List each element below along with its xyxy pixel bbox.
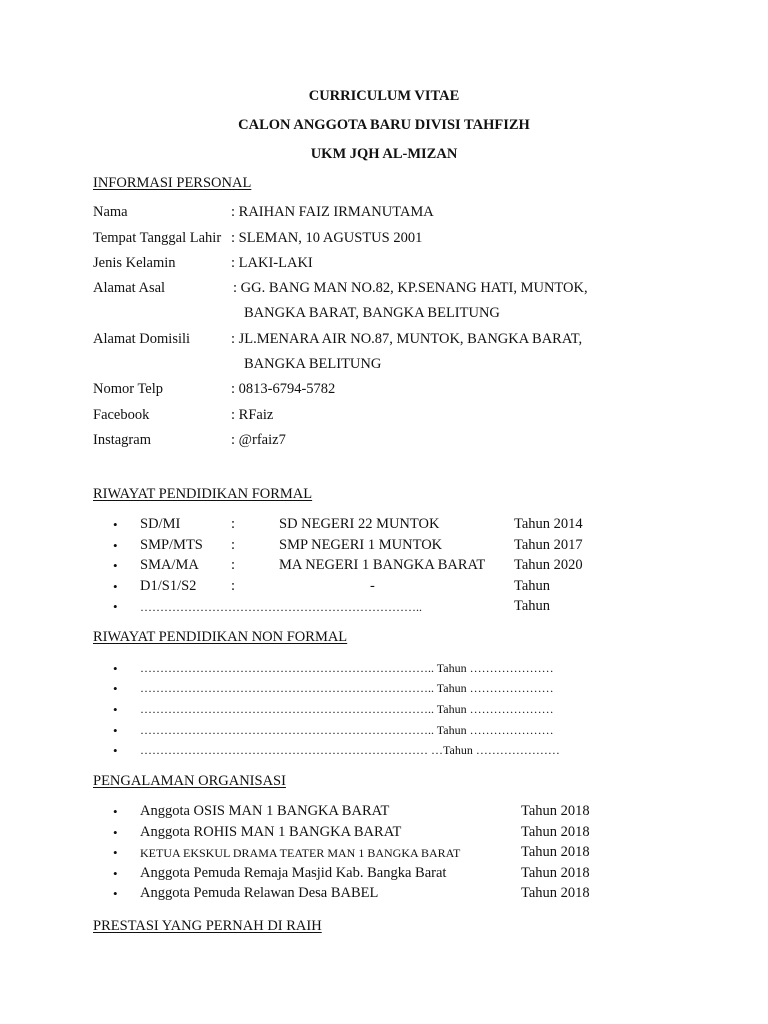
bullet-icon: • [113, 845, 118, 860]
value-alamat-asal-line2: BANGKA BARAT, BANGKA BELITUNG [244, 305, 500, 321]
bullet-icon: • [113, 579, 118, 594]
bullet-icon: • [113, 743, 118, 758]
formal-level: SD/MI [140, 516, 181, 532]
formal-school: - [370, 578, 375, 594]
nonformal-line: ……………………………………………………………….. Tahun ………………… [140, 702, 554, 716]
organization-year: Tahun 2018 [521, 803, 590, 819]
formal-level: D1/S1/S2 [140, 578, 197, 594]
formal-year: Tahun 2017 [514, 537, 583, 553]
section-heading-formal-education: RIWAYAT PENDIDIKAN FORMAL [93, 486, 313, 502]
formal-year: Tahun 2020 [514, 557, 583, 573]
organization-item: Anggota Pemuda Relawan Desa BABEL [140, 885, 379, 901]
formal-year: Tahun 2014 [514, 516, 583, 532]
bullet-icon: • [113, 681, 118, 696]
organization-item: KETUA EKSKUL DRAMA TEATER MAN 1 BANGKA BARAT [140, 846, 461, 860]
bullet-icon: • [113, 866, 118, 881]
formal-school: SD NEGERI 22 MUNTOK [279, 516, 440, 532]
formal-year: Tahun [514, 578, 551, 594]
label-alamat-asal: Alamat Asal [93, 280, 166, 296]
cv-organization-title: UKM JQH AL-MIZAN [310, 146, 458, 162]
formal-colon: : [231, 557, 236, 573]
section-heading-nonformal-education: RIWAYAT PENDIDIKAN NON FORMAL [93, 629, 348, 645]
formal-year: Tahun [514, 598, 551, 614]
formal-level: SMA/MA [140, 557, 199, 573]
value-instagram: : @rfaiz7 [231, 432, 286, 448]
label-alamat-domisili: Alamat Domisili [93, 331, 191, 347]
bullet-icon: • [113, 558, 118, 573]
bullet-icon: • [113, 825, 118, 840]
cv-title: CURRICULUM VITAE [308, 88, 460, 104]
bullet-icon: • [113, 723, 118, 738]
organization-year: Tahun 2018 [521, 824, 590, 840]
label-nomor-telp: Nomor Telp [93, 381, 164, 397]
value-facebook: : RFaiz [231, 407, 274, 423]
bullet-icon: • [113, 599, 118, 614]
section-heading-personal: INFORMASI PERSONAL [93, 175, 252, 191]
nonformal-line: ……………………………………………………………….. Tahun ………………… [140, 661, 554, 675]
value-nomor-telp: : 0813-6794-5782 [231, 381, 336, 397]
formal-colon: : [231, 516, 236, 532]
value-nama: : RAIHAN FAIZ IRMANUTAMA [231, 204, 434, 220]
label-instagram: Instagram [93, 432, 151, 448]
formal-school: MA NEGERI 1 BANGKA BARAT [279, 557, 486, 573]
formal-school: SMP NEGERI 1 MUNTOK [279, 537, 443, 553]
bullet-icon: • [113, 702, 118, 717]
organization-year: Tahun 2018 [521, 844, 590, 860]
bullet-icon: • [113, 886, 118, 901]
organization-year: Tahun 2018 [521, 865, 590, 881]
value-alamat-domisili-line2: BANGKA BELITUNG [244, 356, 382, 372]
organization-item: Anggota OSIS MAN 1 BANGKA BARAT [140, 803, 390, 819]
organization-year: Tahun 2018 [521, 885, 590, 901]
label-nama: Nama [93, 204, 128, 220]
cv-subtitle: CALON ANGGOTA BARU DIVISI TAHFIZH [238, 117, 530, 133]
bullet-icon: • [113, 538, 118, 553]
nonformal-line: ……………………………………………………………… …Tahun ………………… [140, 743, 560, 757]
formal-colon: : [231, 578, 236, 594]
formal-colon: : [231, 537, 236, 553]
bullet-icon: • [113, 517, 118, 532]
label-facebook: Facebook [93, 407, 150, 423]
section-heading-achievements: PRESTASI YANG PERNAH DI RAIH [93, 918, 322, 934]
value-jenis-kelamin: : LAKI-LAKI [231, 255, 313, 271]
bullet-icon: • [113, 661, 118, 676]
organization-item: Anggota ROHIS MAN 1 BANGKA BARAT [140, 824, 402, 840]
organization-item: Anggota Pemuda Remaja Masjid Kab. Bangka Barat [140, 865, 447, 881]
formal-dots: …………………………………………………………….. [140, 600, 422, 614]
nonformal-line: ……………………………………………………………….. Tahun ………………… [140, 723, 554, 737]
bullet-icon: • [113, 804, 118, 819]
value-alamat-asal: : GG. BANG MAN NO.82, KP.SENANG HATI, MUNTOK, [233, 280, 588, 296]
label-jenis-kelamin: Jenis Kelamin [93, 255, 176, 271]
section-heading-organization: PENGALAMAN ORGANISASI [93, 773, 286, 789]
formal-level: SMP/MTS [140, 537, 203, 553]
value-ttl: : SLEMAN, 10 AGUSTUS 2001 [231, 230, 423, 246]
value-alamat-domisili: : JL.MENARA AIR NO.87, MUNTOK, BANGKA BARAT, [231, 331, 583, 347]
nonformal-line: ……………………………………………………………….. Tahun ………………… [140, 681, 554, 695]
label-ttl: Tempat Tanggal Lahir [93, 230, 222, 246]
